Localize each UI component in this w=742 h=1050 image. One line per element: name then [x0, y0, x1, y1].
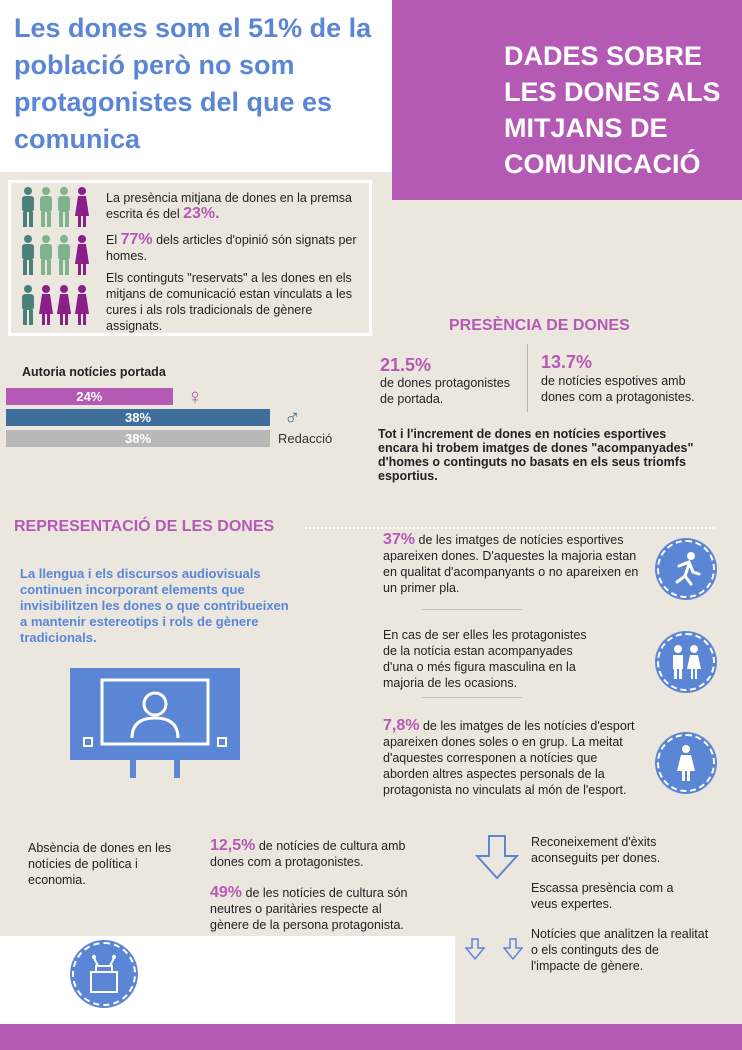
woman-icon	[74, 234, 90, 276]
bar-category-label: Redacció	[278, 431, 333, 446]
stat2-value: 13.7%	[541, 352, 593, 372]
sports-text: de les imatges de notícies esportives apareixen dones. D'aquestes la majoria estan en qualitat d'acompanyants o no apareixen en un primer pla.	[383, 533, 639, 595]
people-group-3	[20, 284, 90, 326]
authorship-title: Autoria notícies portada	[22, 365, 166, 379]
culture-text: de notícies de cultura amb dones com a protagonistes.	[210, 839, 406, 869]
bottom-list-3: Notícies que analitzen la realitat o els continguts des de l'impacte de gènere.	[531, 927, 709, 973]
culture-text: de les notícies de cultura són neutres o paritàries respecte al gènere de la persona protagonista.	[210, 886, 408, 932]
person-icon	[56, 186, 72, 228]
person-icon	[38, 186, 54, 228]
stat-value: 77%	[120, 231, 153, 248]
separator	[422, 609, 522, 610]
authorship-bar: 38%	[6, 409, 270, 426]
stat-opinion-articles	[106, 232, 358, 264]
section-divider	[305, 527, 715, 529]
headline: Les dones som el 51% de la població però no som protagonistes del que es comunica	[14, 13, 372, 154]
person-icon	[38, 234, 54, 276]
stat-reserved-content: Els continguts "reservats" a les dones en els mitjans de comunicació estan vinculats a les cures i als rols tradicionals de gènere assignats.	[106, 271, 352, 333]
woman-icon	[74, 186, 90, 228]
stat1-text: de dones protagonistes de portada.	[380, 376, 510, 406]
runner-icon	[657, 540, 715, 598]
authorship-bar-row	[6, 430, 346, 447]
woman-icon	[38, 284, 54, 326]
person-icon	[20, 186, 36, 228]
sports-item-2: En cas de ser elles les protagonistes de la notícia estan acompanyades d'una o més figura masculina en la majoria de les ocasions.	[383, 628, 587, 690]
female-symbol-icon: ♀	[186, 384, 204, 409]
stat-value: 23%.	[183, 205, 220, 222]
bottom-list-1: Reconeixement d'èxits aconseguits per dones.	[531, 835, 661, 865]
woman-icon	[74, 284, 90, 326]
presence-title: PRESÈNCIA DE DONES	[449, 317, 630, 334]
sports-item-3	[383, 718, 643, 798]
authorship-bar-row	[6, 384, 346, 409]
presence-divider	[527, 344, 528, 412]
arrow-down-icon	[475, 834, 519, 880]
bottom-background	[0, 936, 455, 1026]
culture-value: 49%	[210, 884, 243, 901]
box-title: DADES SOBRE LES DONES ALS MITJANS DE COMUNICACIÓ	[504, 41, 721, 179]
woman-icon	[657, 734, 715, 792]
monitor-icon	[70, 668, 240, 780]
stat-text: La presència mitjana de dones en la premsa escrita és del	[106, 191, 352, 221]
podium-icon	[72, 942, 136, 1006]
bottom-list-2: Escassa presència com a veus expertes.	[531, 881, 674, 911]
authorship-bar: 38%	[6, 430, 270, 447]
authorship-bar-row	[6, 405, 346, 430]
authorship-bars	[6, 384, 346, 451]
people-group-2	[20, 234, 90, 276]
culture-stat-2	[210, 885, 415, 933]
presence-note: Tot i l'increment de dones en notícies esportives encara hi trobem imatges de dones "acompanyades" d'homes o continguts no basats en els seus triomfs esportius.	[378, 427, 694, 483]
culture-value: 12,5%	[210, 837, 256, 854]
sports-value: 37%	[383, 531, 416, 548]
stat1-value: 21.5%	[380, 355, 432, 375]
stat-text: dels articles d'opinió són signats per homes.	[106, 233, 357, 263]
stat-text: El	[106, 233, 121, 247]
sports-text: de les imatges de les notícies d'esport apareixen dones soles o en grup. La meitat d'aquestes corresponen a notícies que aborden altres aspectes personals de la protagonista no vinculats al món de l'esport.	[383, 719, 635, 797]
separator	[422, 697, 522, 698]
representation-body: La llengua i els discursos audiovisuals continuen incorporant elements que invisibilitzen les dones o que contribueixen a mantenir estereotips i rols de gènere tradicionals.	[20, 566, 289, 645]
culture-stat-1	[210, 838, 415, 870]
male-symbol-icon: ♂	[284, 405, 301, 430]
woman-icon	[56, 284, 72, 326]
arrow-down-icon	[503, 938, 523, 960]
couple-icon	[657, 633, 715, 691]
authorship-bar: 24%	[6, 388, 173, 405]
arrow-down-icon	[465, 938, 485, 960]
representation-title: REPRESENTACIÓ DE LES DONES	[14, 518, 275, 535]
stat2-text: de notícies espotives amb dones com a protagonistes.	[541, 374, 695, 404]
person-icon	[20, 284, 36, 326]
footer-bar	[0, 1024, 742, 1050]
absence-text: Absència de dones en les notícies de política i economia.	[28, 841, 172, 887]
stat-press-presence	[106, 190, 358, 222]
sports-item-1	[383, 532, 643, 596]
sports-value: 7,8%	[383, 717, 420, 734]
people-group-1	[20, 186, 90, 228]
person-icon	[56, 234, 72, 276]
person-icon	[20, 234, 36, 276]
